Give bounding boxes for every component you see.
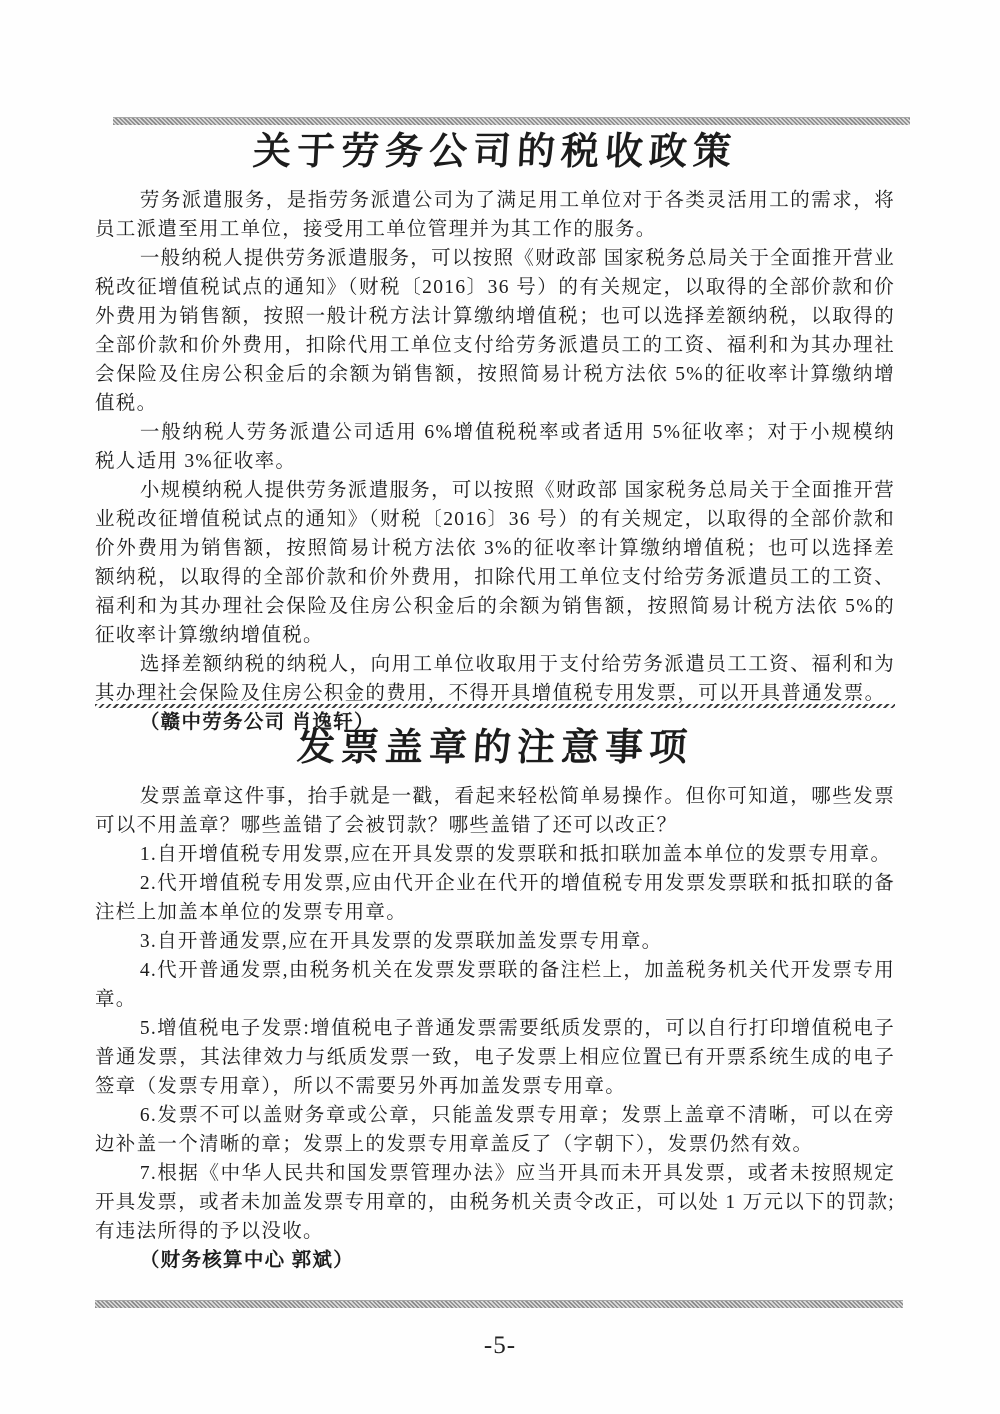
bottom-rule [95,1300,903,1308]
paragraph: 6.发票不可以盖财务章或公章，只能盖发票专用章；发票上盖章不清晰，可以在旁边补盖一个清晰的章；发票上的发票专用章盖反了（字朝下），发票仍然有效。 [95,1105,895,1155]
paragraph: 3.自开普通发票,应在开具发票的发票联加盖发票专用章。 [139,931,663,952]
article-title: 关于劳务公司的税收政策 [251,131,739,173]
paragraph: 选择差额纳税的纳税人，向用工单位收取用于支付给劳务派遣员工工资、福利和为其办理社会保险及住房公积金的费用，不得开具增值税专用发票，可以开具普通发票。 [95,654,895,704]
paragraph: 5.增值税电子发票:增值税电子普通发票需要纸质发票的，可以自行打印增值税电子普通发票，其法律效力与纸质发票一致，电子发票上相应位置已有开票系统生成的电子签章（发票专用章），所以不需要另外再加盖发票专用章。 [95,1018,895,1097]
paragraph: 一般纳税人提供劳务派遣服务，可以按照《财政部 国家税务总局关于全面推开营业税改征增值税试点的通知》（财税〔2016〕36 号）的有关规定，以取得的全部价款和价外费用为销售额，按照一般计税方法计算缴纳增值税；也可以选择差额纳税，以取得的全部价款和价外费用，扣除代用工单位支付给劳务派遣员工的工资、福利和为其办理社会保险及住房公积金后的余额为销售额，按照简易计税方法依 5%的征收率计算缴纳增值税。 [95,248,895,414]
attribution: （赣中劳务公司 肖逸轩） [139,712,375,733]
paragraph: 7.根据《中华人民共和国发票管理办法》应当开具而未开具发票，或者未按照规定开具发票，或者未加盖发票专用章的，由税务机关责令改正，可以处 1 万元以下的罚款;有违法所得的予以没收。 [95,1163,895,1242]
paragraph: 一般纳税人劳务派遣公司适用 6%增值税税率或者适用 5%征收率；对于小规模纳税人适用 3%征收率。 [95,422,895,472]
article-title: 发票盖章的注意事项 [295,727,695,769]
article-body [95,186,895,737]
paragraph: 1.自开增值税专用发票,应在开具发票的发票联和抵扣联加盖本单位的发票专用章。 [139,844,892,865]
article-body [95,782,895,1275]
page-number: -5- [483,1332,517,1359]
paragraph: 2.代开增值税专用发票,应由代开企业在代开的增值税专用发票发票联和抵扣联的备注栏上加盖本单位的发票专用章。 [95,873,895,923]
top-rule [113,117,910,125]
article-tax-policy [95,126,895,737]
paragraph: 劳务派遣服务，是指劳务派遣公司为了满足用工单位对于各类灵活用工的需求，将员工派遣至用工单位，接受用工单位管理并为其工作的服务。 [95,190,895,240]
paragraph: 4.代开普通发票,由税务机关在发票发票联的备注栏上，加盖税务机关代开发票专用章。 [95,960,895,1010]
attribution: （财务核算中心 郭斌） [139,1250,355,1271]
article-invoice-stamp [95,722,895,1275]
paragraph: 小规模纳税人提供劳务派遣服务，可以按照《财政部 国家税务总局关于全面推开营业税改征增值税试点的通知》（财税〔2016〕36 号）的有关规定，以取得的全部价款和价外费用为销售额，按照简易计税方法依 3%的征收率计算缴纳增值税；也可以选择差额纳税，以取得的全部价款和价外费用，扣除代用工单位支付给劳务派遣员工的工资、福利和为其办理社会保险及住房公积金后的余额为销售额，按照简易计税方法依 5%的征收率计算缴纳增值税。 [95,480,895,646]
paragraph: 发票盖章这件事，抬手就是一戳，看起来轻松简单易操作。但你可知道，哪些发票可以不用盖章？哪些盖错了会被罚款？哪些盖错了还可以改正？ [95,786,895,836]
section-divider [95,704,895,708]
